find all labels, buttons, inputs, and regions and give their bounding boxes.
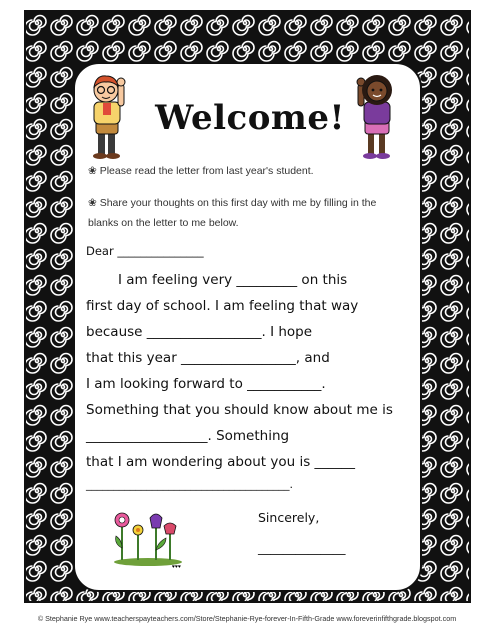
page-title: Welcome!: [155, 98, 345, 138]
letter-line-2: first day of school. I am feeling that way: [86, 298, 359, 314]
letter-line-9: _____________________________________.: [86, 478, 293, 491]
closing-sincerely: Sincerely,: [258, 510, 320, 525]
letter-line-5: I am looking forward to ___________.: [86, 376, 326, 392]
signature-line: ______________: [258, 540, 346, 555]
instruction-1: ❀ Please read the letter from last year's student.: [88, 165, 314, 177]
boy-waving-clipart: [82, 70, 132, 162]
letter-line-1: I am feeling very _________ on this: [118, 272, 348, 288]
letter-line-7: __________________. Something: [86, 428, 290, 444]
instruction-2b: blanks on the letter to me below.: [88, 217, 239, 229]
flowers-clipart: [108, 508, 188, 570]
girl-waving-clipart: [355, 70, 399, 162]
svg-text:♥♥♥: ♥♥♥: [172, 564, 181, 570]
instruction-2a: ❀ Share your thoughts on this first day with me by filling in the: [88, 197, 377, 209]
letter-dear-line: Dear _______________: [86, 244, 204, 258]
letter-line-6: Something that you should know about me is: [86, 402, 393, 418]
letter-line-4: that this year _________________, and: [86, 350, 330, 366]
copyright-footer: © Stephanie Rye www.teacherspayteachers.com/Store/Stephanie-Rye-forever-In-Fifth-Grade www.foreverinfifthgrade.blogspot.com: [37, 614, 457, 623]
letter-line-3: because _________________. I hope: [86, 324, 313, 340]
letter-line-8: that I am wondering about you is ______: [86, 454, 356, 470]
